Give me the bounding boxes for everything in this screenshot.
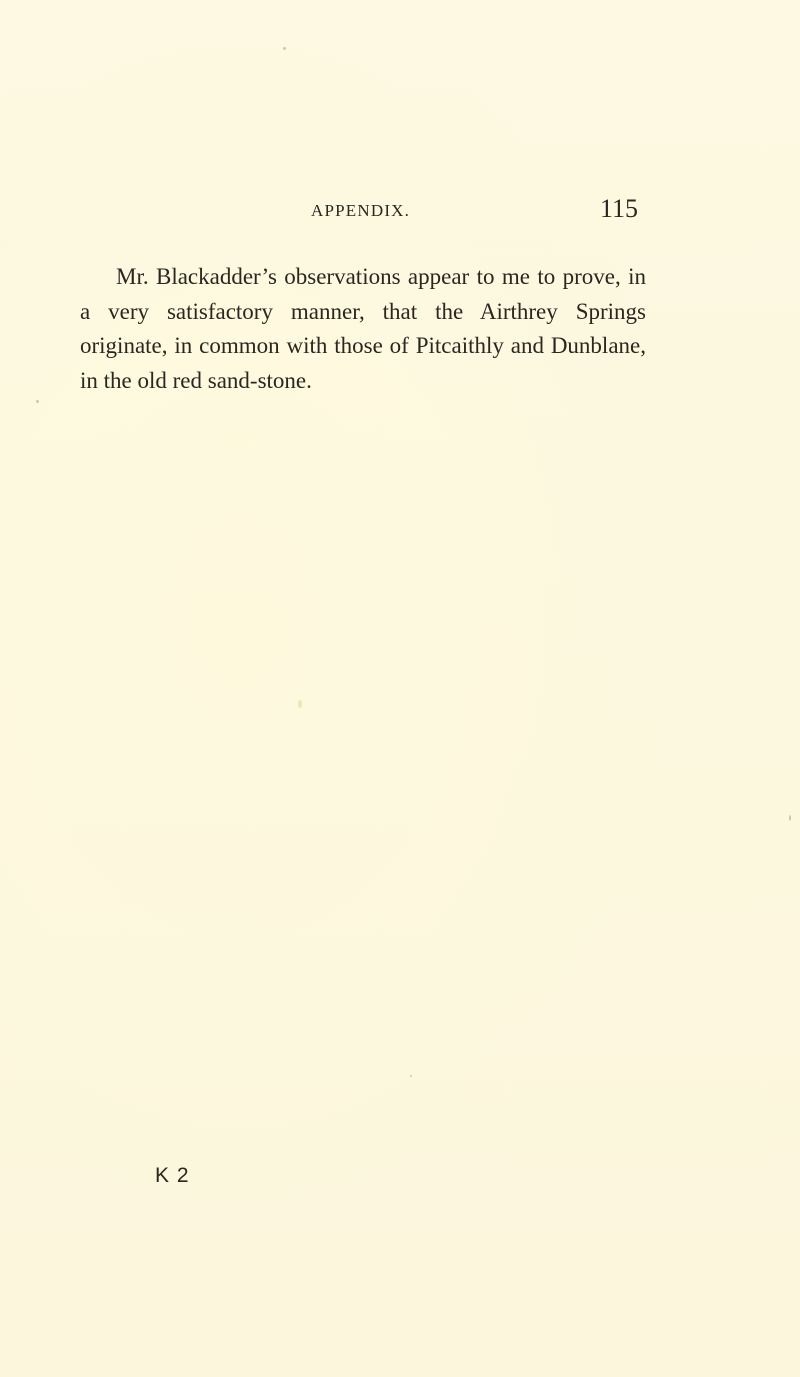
page-number: 115 [600, 194, 639, 223]
signature-mark: K 2 [155, 1164, 190, 1187]
paper-speck [283, 47, 286, 50]
body-paragraph: Mr. Blackadder’s observations appear to me to prove, in a very satisfactory manner, that the Airthrey Springs originate, in common with those of Pitcaithly and Dunblane, in the old red sand-stone. [80, 264, 646, 393]
running-head: APPENDIX. [311, 201, 411, 220]
paper-speck [36, 400, 39, 403]
paper-speck [410, 1075, 412, 1077]
paper-speck [789, 815, 791, 821]
paper-speck [298, 700, 302, 708]
